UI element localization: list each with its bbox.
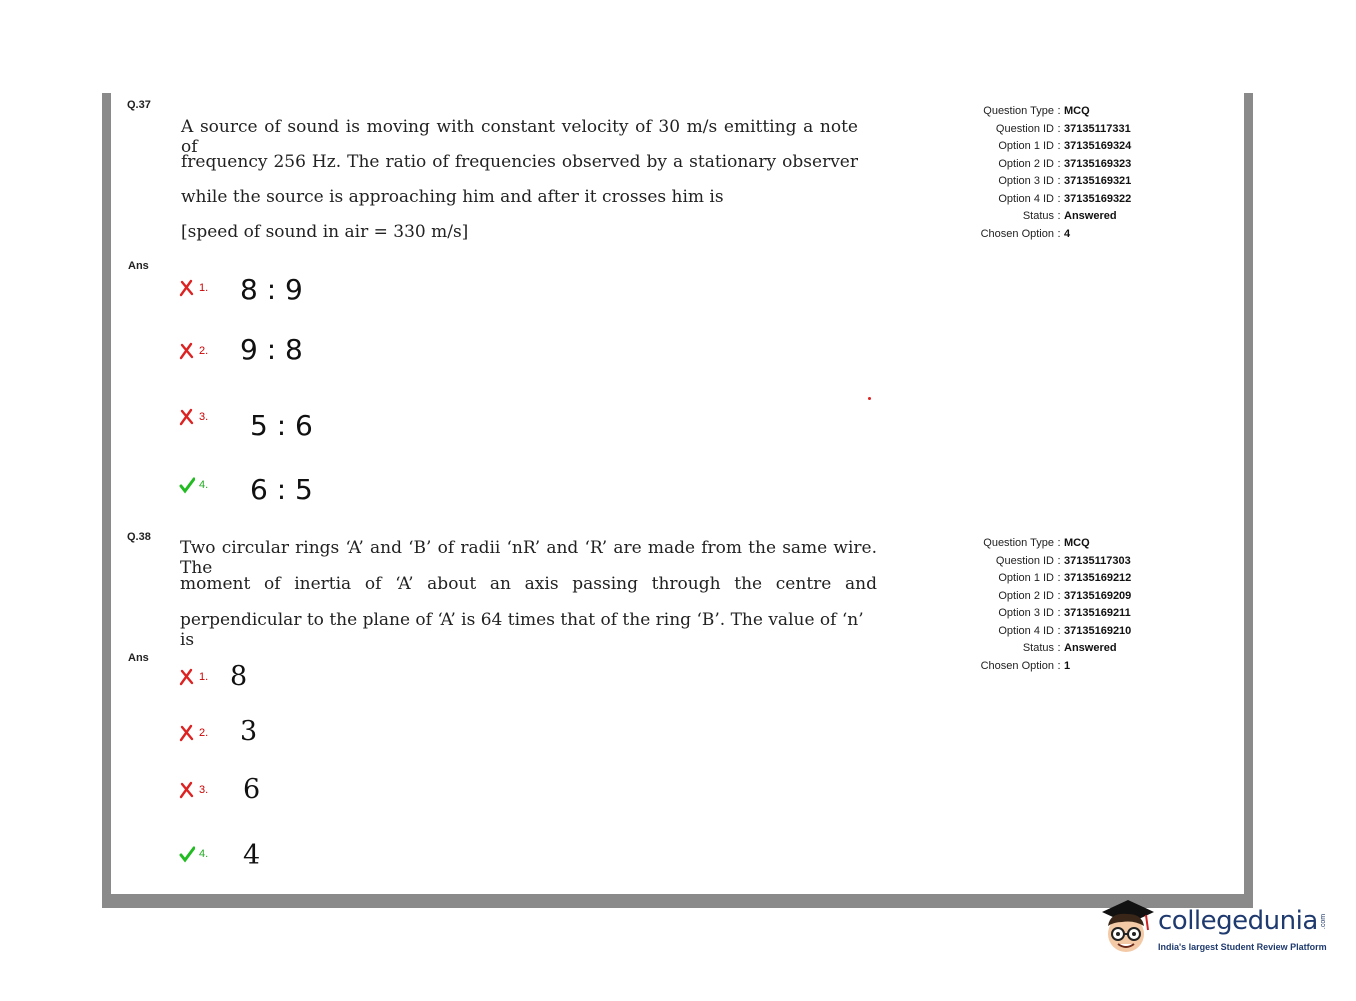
option-number: 2. <box>199 727 209 739</box>
meta-key: Status <box>1022 642 1054 654</box>
option-number: 4. <box>199 848 209 860</box>
meta-value: 1 <box>1064 659 1071 672</box>
question-line: perpendicular to the plane of ‘A’ is 64 times that of the ring ‘B’. The value of ‘n’ is <box>180 610 864 650</box>
question-line: A source of sound is moving with constant velocity of 30 m/s emitting a note of <box>181 117 858 157</box>
meta-value: 37135117303 <box>1064 554 1131 567</box>
question-text <box>180 538 877 650</box>
frame-right-border <box>1244 93 1253 908</box>
meta-value: 37135169209 <box>1064 589 1132 602</box>
meta-value: 37135117331 <box>1064 122 1131 135</box>
frame-left-border <box>102 93 111 908</box>
option-4 <box>179 845 208 863</box>
meta-key: Question Type <box>983 105 1054 117</box>
question-line: while the source is approaching him and after it crosses him is <box>181 187 724 207</box>
wrong-cross-icon <box>179 781 195 799</box>
correct-check-icon <box>179 476 195 494</box>
meta-key: Option 3 ID <box>998 175 1054 187</box>
brand-logo-com: .com <box>1320 913 1328 930</box>
meta-key: Question ID <box>995 554 1054 567</box>
meta-value: MCQ <box>1064 105 1090 117</box>
option-1 <box>179 668 208 686</box>
wrong-cross-icon <box>179 668 195 686</box>
answer-label: Ans <box>128 652 149 664</box>
question-number: Q.37 <box>127 99 151 111</box>
option-4 <box>179 476 208 494</box>
meta-key: Option 4 ID <box>998 624 1054 637</box>
option-2 <box>179 342 208 360</box>
option-value: 3 <box>240 716 258 747</box>
meta-value: Answered <box>1064 210 1117 222</box>
meta-key: Option 4 ID <box>998 192 1054 205</box>
option-value: 4 <box>243 840 261 871</box>
wrong-cross-icon <box>179 724 195 742</box>
option-number: 4. <box>199 479 209 491</box>
meta-value: 37135169321 <box>1064 175 1132 187</box>
option-2 <box>179 724 208 742</box>
option-value: 6 <box>243 774 261 805</box>
meta-key: Option 2 ID <box>998 157 1054 170</box>
wrong-cross-icon <box>179 408 195 426</box>
meta-key: Option 2 ID <box>998 589 1054 602</box>
meta-value: 37135169210 <box>1064 624 1132 637</box>
meta-value: 37135169212 <box>1064 572 1132 584</box>
graduate-mascot-icon <box>1098 896 1156 964</box>
meta-key: Option 1 ID <box>998 572 1054 584</box>
brand-tagline: India's largest Student Review Platform <box>1158 942 1327 952</box>
option-1 <box>179 279 208 297</box>
option-number: 1. <box>199 282 209 294</box>
option-number: 2. <box>199 345 209 357</box>
question-text <box>181 117 858 257</box>
meta-value: Answered <box>1064 642 1117 654</box>
meta-value: 37135169211 <box>1064 607 1131 619</box>
meta-value: MCQ <box>1064 537 1090 549</box>
question-number: Q.38 <box>127 531 151 543</box>
option-value: 8 : 9 <box>240 273 303 306</box>
question-line: Two circular rings ‘A’ and ‘B’ of radii ‘nR’ and ‘R’ are made from the same wire. The <box>180 538 877 578</box>
frame-bottom-border <box>102 894 1253 908</box>
option-value: 6 : 5 <box>250 473 313 506</box>
meta-value: 37135169323 <box>1064 157 1132 170</box>
option-value: 9 : 8 <box>240 333 303 366</box>
meta-key: Question Type <box>983 537 1054 549</box>
meta-key: Chosen Option <box>980 659 1054 672</box>
option-value: 8 <box>230 661 248 692</box>
stray-dot <box>868 397 871 400</box>
wrong-cross-icon <box>179 279 195 297</box>
question-meta: Question Type : MCQ Question ID : 37135117303 Option 1 ID : 37135169212 Option 2 ID : 37135169209 Option 3 ID : 37135169211 Option 4 ID : 37135169210 Status : Answered Chosen Option : 1 <box>966 535 1131 675</box>
question-meta: Question Type : MCQ Question ID : 37135117331 Option 1 ID : 37135169324 Option 2 ID : 37135169323 Option 3 ID : 37135169321 Option 4 ID : 37135169322 Status : Answered Chosen Option : 4 <box>966 103 1131 243</box>
option-number: 1. <box>199 671 209 683</box>
meta-value: 4 <box>1064 227 1071 240</box>
option-3 <box>179 408 208 426</box>
correct-check-icon <box>179 845 195 863</box>
question-line: frequency 256 Hz. The ratio of frequencies observed by a stationary observer <box>181 152 858 172</box>
meta-key: Option 3 ID <box>998 607 1054 619</box>
option-value: 5 : 6 <box>250 409 313 442</box>
meta-key: Status <box>1022 210 1054 222</box>
meta-key: Chosen Option <box>980 227 1054 240</box>
question-line: moment of inertia of ‘A’ about an axis passing through the centre and <box>180 574 877 594</box>
option-number: 3. <box>199 784 209 796</box>
wrong-cross-icon <box>179 342 195 360</box>
answer-label: Ans <box>128 260 149 272</box>
brand-logo-text: collegedunia <box>1158 906 1318 936</box>
question-line: [speed of sound in air = 330 m/s] <box>181 222 469 242</box>
meta-value: 37135169322 <box>1064 192 1132 205</box>
option-number: 3. <box>199 411 209 423</box>
meta-key: Question ID <box>995 122 1054 135</box>
option-3 <box>179 781 208 799</box>
meta-value: 37135169324 <box>1064 140 1132 152</box>
meta-key: Option 1 ID <box>998 140 1054 152</box>
